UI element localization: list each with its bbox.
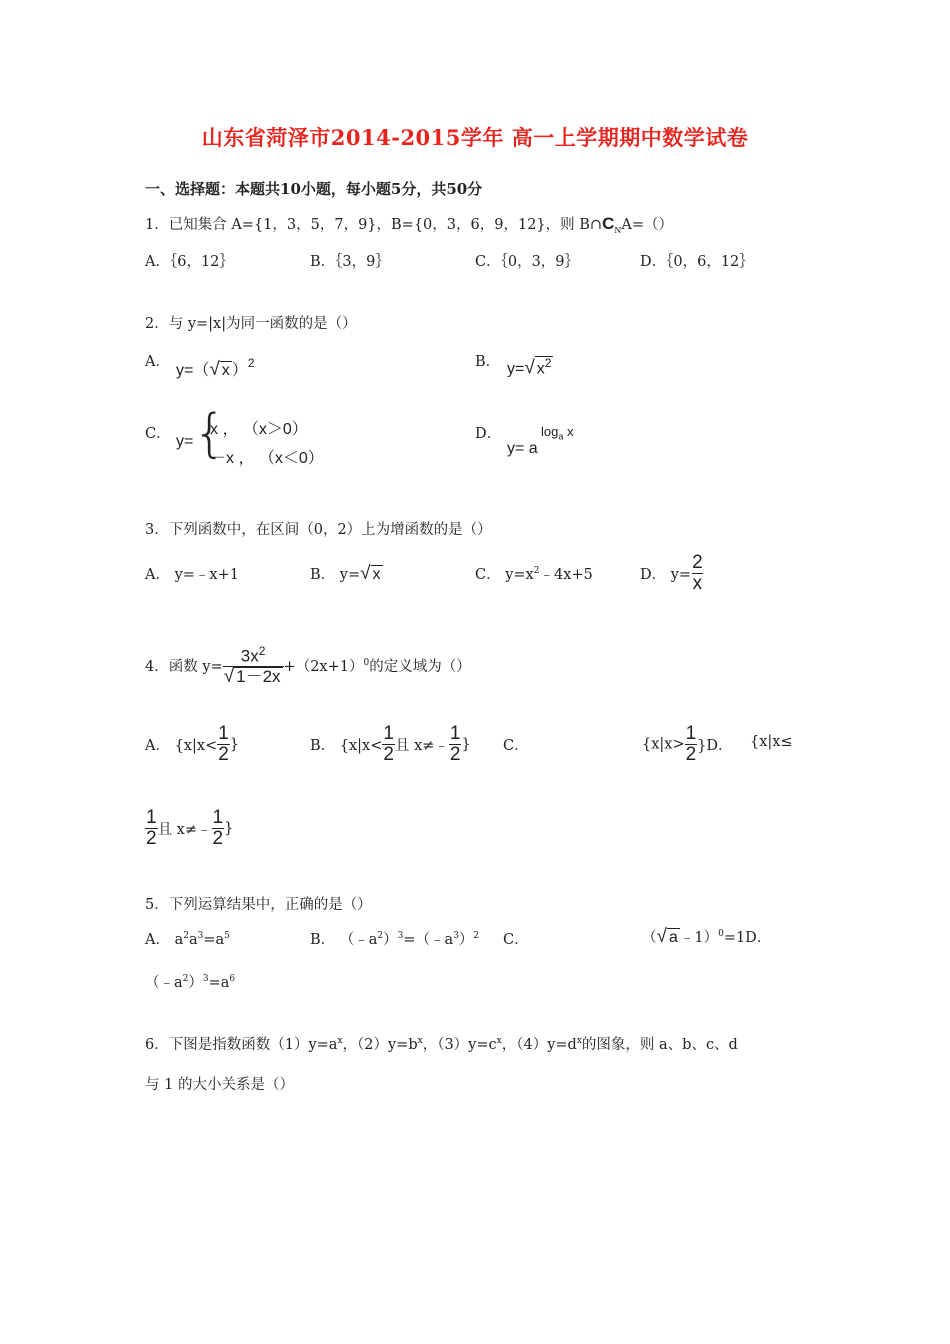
question-5-option-c-label: C． [503,932,529,948]
question-4-option-d-end: $\frac{1}{2}$ 且 x≠﹣ $\frac{1}{2}$ } [146,807,234,849]
question-2-stem: 2．与 y=|x|为同一函数的是（） [145,316,357,332]
question-4-option-d-start: {x|x≤ [750,734,793,750]
question-4-option-c-label: C． [503,738,529,754]
question-4-option-c: {x|x> $\frac{1}{2}$ }D． [642,723,733,765]
fraction: $\frac{2}{x}$ [692,552,703,594]
question-2-option-d-exponent: $\log_a x$ [541,424,574,442]
complement-symbol: C [602,214,615,233]
question-5-option-d: $(﹣a^2)^3=a^6$ [145,974,236,991]
question-2-option-a-formula: y=（√ x ）$^2$ [176,356,255,380]
question-2-option-c-case-1: x ， （x＞0） [210,421,308,438]
question-3-option-d: D． y= $\frac{2}{x}$ [640,552,703,594]
question-1-option-c: C．｛0，3，9｝ [475,254,580,270]
question-2-option-c-lhs: y= [176,433,194,450]
question-2-option-d-formula: y= a [507,440,538,457]
question-2-option-d-label: D． [475,426,502,442]
question-6-stem-line-2: 与 1 的大小关系是（） [145,1077,294,1093]
left-brace: { [193,404,227,464]
question-4-option-b: B． {x|x< $\frac{1}{2}$ 且 x≠﹣ $\frac{1}{2}$ } [310,723,471,765]
question-3-option-c: C． $y=x^2﹣4x+5$ [475,566,593,583]
question-3-option-a: A． y=﹣x+1 [145,567,239,583]
question-2-option-c-label: C． [145,426,171,442]
page-title: 山东省菏泽市2014-2015学年 高一上学期期中数学试卷 [201,125,749,150]
question-4-fraction: $\frac{3x^2}{√ 1-2x}$ [223,645,284,686]
question-5-option-b: B． $(﹣a^2)^3=(﹣a^3)^2$ [310,931,480,948]
section-heading: 一、选择题：本题共10小题，每小题5分，共50分 [145,180,483,198]
question-4-option-a: A． {x|x< $\frac{1}{2}$ } [145,723,240,765]
question-6-stem: 6．下图是指数函数$(1)y=a^x$，$(2)y=b^x$，$(3)y=c^x$，$(4)y=d^x$的图象，则 a、b、c、d [145,1036,738,1053]
question-5-option-c: （√ a ﹣1）$^0$=1D． [642,926,772,947]
question-1-stem: 1．已知集合 A={1，3，5，7，9}，B={0，3，6，9，12}，则 $B\cap C_NA=()$ [145,214,673,235]
question-4-stem: 4．函数 y= $\frac{3x^2}{√ 1-2x}$ $+(2x+1)^0$的定义域为（） [145,644,471,687]
question-3-option-b: B． y=√ x [310,563,381,584]
question-1-option-a: A．｛6，12｝ [145,254,234,270]
question-1-option-b: B．｛3，9｝ [310,254,390,270]
question-5-stem: 5．下列运算结果中，正确的是（） [145,897,372,913]
question-2-option-b-label: B． [475,354,501,370]
question-3-stem: 3．下列函数中，在区间（0，2）上为增函数的是（） [145,522,492,538]
question-2-option-c-case-2: －x ， （x＜0） [210,450,324,467]
question-5-option-a: A． $a^2a^3=a^5$ [145,931,230,948]
question-2-option-b-formula: y=√ $x^2$ [507,356,552,379]
question-1-option-d: D．｛0，6，12｝ [640,254,754,270]
question-2-option-a-label: A． [145,354,170,370]
